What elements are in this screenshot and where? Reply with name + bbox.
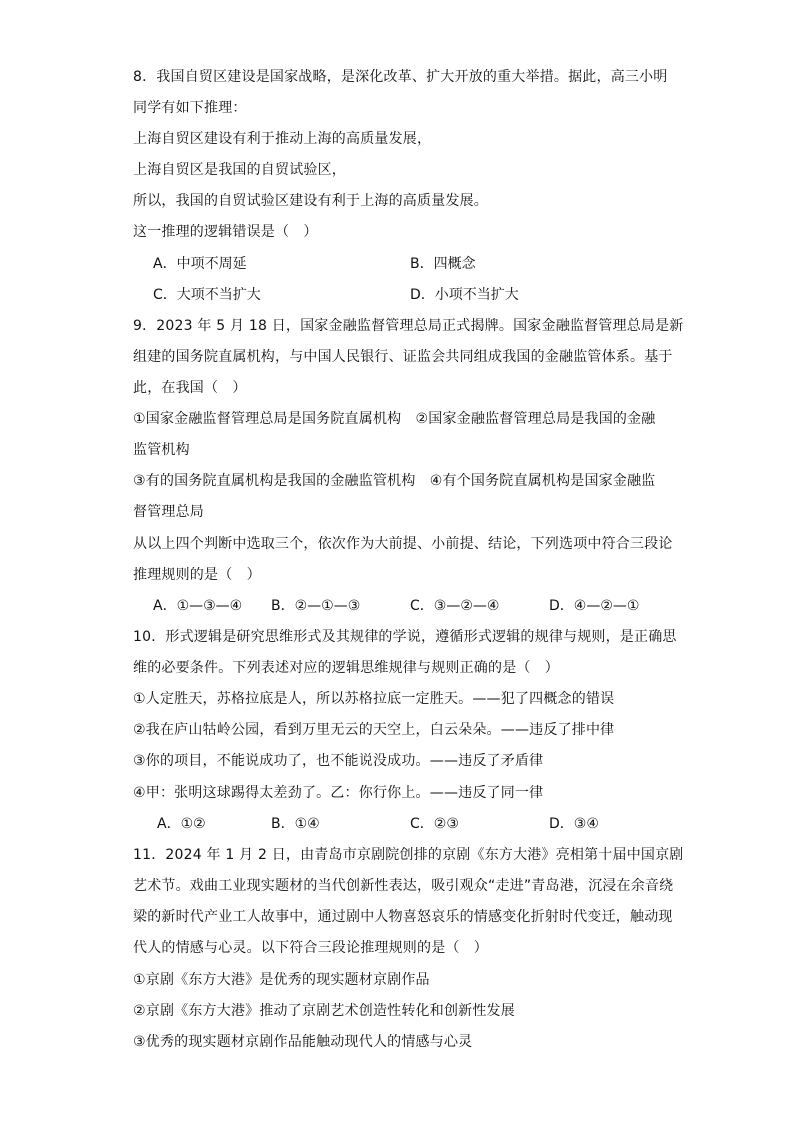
question-11-line-5: ①京剧《东方大港》是优秀的现实题材京剧作品 <box>133 972 430 988</box>
question-8-option-b: B．四概念 <box>410 256 476 272</box>
question-9-line-1: 9．2023 年 5 月 18 日，国家金融监督管理总局正式揭牌。国家金融监督管理总局是新 <box>133 318 684 334</box>
question-8-line-4: 上海自贸区是我国的自贸试验区， <box>133 162 346 178</box>
question-11-line-3: 梁的新时代产业工人故事中，通过剧中人物喜怒哀乐的情感变化折射时代变迁，触动现 <box>133 909 673 925</box>
question-8-line-2: 同学有如下推理： <box>133 100 247 116</box>
question-9-line-2: 组建的国务院直属机构，与中国人民银行、证监会共同组成我国的金融监管体系。基于 <box>133 349 673 365</box>
question-10-line-2: 维的必要条件。下列表述对应的逻辑思维规律与规则正确的是（ ） <box>133 660 559 676</box>
question-10-option-b: B．①④ <box>271 816 320 832</box>
question-9-option-c: C．③—②—④ <box>410 598 500 614</box>
question-9-line-8: 从以上四个判断中选取三个，依次作为大前提、小前提、结论，下列选项中符合三段论 <box>133 536 673 552</box>
question-10-option-d: D．③④ <box>549 816 599 832</box>
question-10-line-5: ③你的项目，不能说成功了，也不能说没成功。——违反了矛盾律 <box>133 753 544 769</box>
question-8-line-6: 这一推理的逻辑错误是（ ） <box>133 224 318 240</box>
question-11-line-7: ③优秀的现实题材京剧作品能触动现代人的情感与心灵 <box>133 1034 473 1050</box>
question-11-line-6: ②京剧《东方大港》推动了京剧艺术创造性转化和创新性发展 <box>133 1003 515 1019</box>
question-8-option-d: D．小项不当扩大 <box>410 287 519 303</box>
question-9-line-6: ③有的国务院直属机构是我国的金融监管机构 ④有个国务院直属机构是国家金融监 <box>133 473 656 489</box>
question-10-option-c: C．②③ <box>410 816 459 832</box>
question-9-line-4: ①国家金融监督管理总局是国务院直属机构 ②国家金融监督管理总局是我国的金融 <box>133 411 656 427</box>
question-8-option-c: C．大项不当扩大 <box>153 287 261 303</box>
question-8-option-a: A．中项不周延 <box>153 256 247 272</box>
question-10-option-a: A．①② <box>157 816 206 832</box>
question-10-line-6: ④甲：张明这球踢得太差劲了。乙：你行你上。——违反了同一律 <box>133 785 544 801</box>
question-9-line-5: 监管机构 <box>133 442 190 458</box>
question-9-line-7: 督管理总局 <box>133 504 204 520</box>
question-9-line-3: 此，在我国（ ） <box>133 380 247 396</box>
question-9-option-b: B．②—①—③ <box>271 598 361 614</box>
question-11-line-2: 艺术节。戏曲工业现实题材的当代创新性表达，吸引观众“走进”青岛港，沉浸在余音绕 <box>133 878 674 894</box>
question-9-line-9: 推理规则的是（ ） <box>133 567 261 583</box>
question-8-line-1: 8．我国自贸区建设是国家战略，是深化改革、扩大开放的重大举措。据此，高三小明 <box>133 69 668 85</box>
question-11-line-1: 11．2024 年 1 月 2 日，由青岛市京剧院创排的京剧《东方大港》亮相第十届中国京剧 <box>133 847 684 863</box>
question-8-line-5: 所以，我国的自贸试验区建设有利于上海的高质量发展。 <box>133 193 488 209</box>
question-10-line-1: 10．形式逻辑是研究思维形式及其规律的学说，遵循形式逻辑的规律与规则，是正确思 <box>133 629 677 645</box>
question-9-option-d: D．④—②—① <box>549 598 640 614</box>
question-11-line-4: 代人的情感与心灵。以下符合三段论推理规则的是（ ） <box>133 940 488 956</box>
question-8-line-3: 上海自贸区建设有利于推动上海的高质量发展， <box>133 131 432 147</box>
question-10-line-3: ①人定胜天，苏格拉底是人，所以苏格拉底一定胜天。——犯了四概念的错误 <box>133 691 615 707</box>
question-10-line-4: ②我在庐山牯岭公园，看到万里无云的天空上，白云朵朵。——违反了排中律 <box>133 722 615 738</box>
question-9-option-a: A．①—③—④ <box>153 598 243 614</box>
